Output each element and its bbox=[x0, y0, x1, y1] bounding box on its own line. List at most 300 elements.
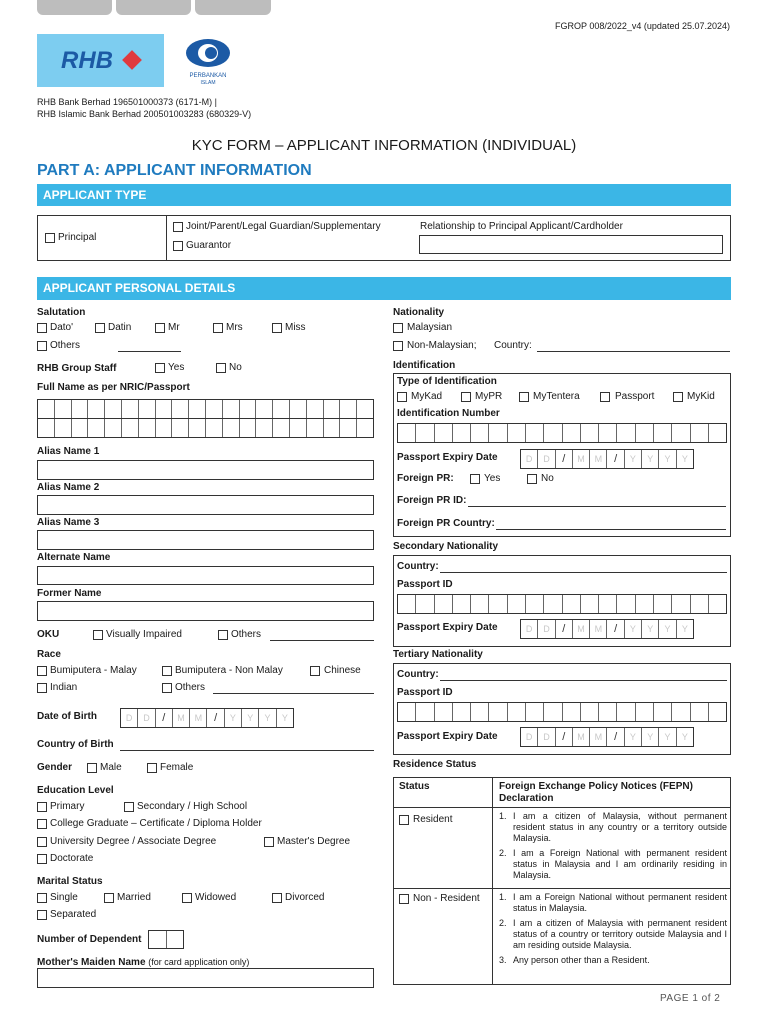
sal-dato-checkbox[interactable] bbox=[37, 323, 47, 333]
char-cell[interactable] bbox=[599, 595, 617, 613]
date-cell[interactable]: / bbox=[556, 728, 573, 746]
char-cell[interactable] bbox=[471, 595, 489, 613]
id-mykad-checkbox[interactable] bbox=[397, 392, 407, 402]
char-cell[interactable] bbox=[672, 595, 690, 613]
char-cell[interactable] bbox=[55, 419, 72, 437]
date-cell[interactable]: D bbox=[138, 709, 155, 727]
date-cell[interactable]: Y bbox=[681, 624, 688, 634]
edu-master-checkbox[interactable] bbox=[264, 837, 274, 847]
date-cell[interactable]: D bbox=[538, 728, 555, 746]
char-cell[interactable] bbox=[617, 424, 635, 442]
edu-doctorate-checkbox[interactable] bbox=[37, 854, 47, 864]
race-bm-label: Bumiputera - Malay bbox=[50, 665, 137, 676]
char-cell[interactable] bbox=[709, 424, 726, 442]
char-cell[interactable] bbox=[691, 424, 709, 442]
identification-label: Identification bbox=[393, 360, 456, 371]
oku-others-input[interactable] bbox=[270, 640, 374, 641]
res-row-divider-1 bbox=[393, 807, 731, 808]
edu-secondary-label: Secondary / High School bbox=[137, 801, 248, 812]
top-tab-3[interactable] bbox=[195, 0, 271, 15]
char-cell[interactable] bbox=[544, 703, 562, 721]
gender-male-label: Male bbox=[100, 762, 122, 773]
char-cell[interactable] bbox=[691, 595, 709, 613]
char-cell[interactable] bbox=[240, 400, 257, 418]
former-label: Former Name bbox=[37, 588, 102, 599]
malaysian-label: Malaysian bbox=[407, 322, 453, 333]
char-cell[interactable] bbox=[172, 400, 189, 418]
id-passport-checkbox[interactable] bbox=[600, 392, 610, 402]
date-cell[interactable]: D bbox=[521, 620, 538, 638]
char-cell[interactable] bbox=[453, 703, 471, 721]
country-birth-label: Country of Birth bbox=[37, 739, 114, 750]
sal-mrs-label: Mrs bbox=[226, 322, 243, 333]
foreign-pr-country-input[interactable] bbox=[496, 529, 726, 530]
dob-label: Date of Birth bbox=[37, 711, 97, 722]
race-bm-checkbox[interactable] bbox=[37, 666, 47, 676]
char-cell[interactable] bbox=[435, 595, 453, 613]
foreign-pr-no-checkbox[interactable] bbox=[527, 474, 537, 484]
date-cell[interactable]: Y bbox=[625, 728, 642, 746]
oku-others-label: Others bbox=[231, 629, 262, 640]
char-cell[interactable] bbox=[489, 703, 507, 721]
marital-single-label: Single bbox=[50, 892, 78, 903]
resident-checkbox[interactable] bbox=[399, 815, 409, 825]
sal-mr-label: Mr bbox=[168, 322, 180, 333]
edu-secondary-checkbox[interactable] bbox=[124, 802, 134, 812]
rhb-logo: RHB bbox=[37, 34, 164, 87]
char-cell[interactable] bbox=[88, 419, 105, 437]
res-row-divider-2 bbox=[393, 888, 731, 889]
sal-others-label: Others bbox=[50, 340, 81, 351]
char-cell[interactable] bbox=[654, 424, 672, 442]
divider bbox=[166, 215, 167, 261]
top-tab-1[interactable] bbox=[37, 0, 112, 15]
marital-married-checkbox[interactable] bbox=[104, 893, 114, 903]
date-cell[interactable]: Y bbox=[642, 728, 659, 746]
non-resident-label: Non - Resident bbox=[413, 893, 480, 904]
date-cell[interactable]: / bbox=[607, 620, 624, 638]
date-cell[interactable]: Y bbox=[642, 620, 659, 638]
foreign-pr-country-label: Foreign PR Country: bbox=[397, 518, 495, 529]
date-cell[interactable]: Y bbox=[225, 709, 242, 727]
alternate-input[interactable] bbox=[37, 566, 374, 585]
alternate-label: Alternate Name bbox=[37, 552, 111, 563]
char-cell[interactable] bbox=[654, 703, 672, 721]
foreign-pr-id-input[interactable] bbox=[468, 506, 726, 507]
oku-visual-label: Visually Impaired bbox=[106, 629, 182, 640]
marital-divorced-label: Divorced bbox=[285, 892, 325, 903]
char-cell[interactable] bbox=[508, 595, 526, 613]
char-cell[interactable] bbox=[563, 424, 581, 442]
date-cell[interactable]: / bbox=[607, 450, 624, 468]
char-cell[interactable] bbox=[617, 595, 635, 613]
char-cell[interactable] bbox=[691, 703, 709, 721]
res-item-2: 2. I am a Foreign National with permanent resident status in Malaysia and I am ordinarily residing in Malaysia. bbox=[499, 848, 727, 880]
char-cell[interactable] bbox=[398, 424, 416, 442]
char-cell[interactable] bbox=[324, 419, 341, 437]
edu-uni-checkbox[interactable] bbox=[37, 837, 47, 847]
foreign-pr-id-label: Foreign PR ID: bbox=[397, 495, 467, 506]
id-mytentera-label: MyTentera bbox=[533, 391, 580, 402]
sal-mrs-checkbox[interactable] bbox=[213, 323, 223, 333]
res-status-header: Status bbox=[399, 781, 430, 792]
char-cell[interactable] bbox=[55, 400, 72, 418]
date-cell[interactable]: / bbox=[556, 450, 573, 468]
id-passport-label: Passport bbox=[615, 391, 655, 402]
char-cell[interactable] bbox=[416, 703, 434, 721]
date-cell[interactable]: M bbox=[573, 728, 590, 746]
nationality-label: Nationality bbox=[393, 307, 445, 318]
char-cell[interactable] bbox=[581, 424, 599, 442]
char-cell[interactable] bbox=[636, 703, 654, 721]
passport-expiry-label: Passport Expiry Date bbox=[397, 452, 498, 463]
ter-country-input[interactable] bbox=[440, 680, 727, 681]
date-cell[interactable]: Y bbox=[259, 709, 276, 727]
nonres-item-1: 1. I am a Foreign National without permanent resident status in Malaysia. bbox=[499, 892, 727, 913]
nat-country-input[interactable] bbox=[537, 351, 730, 352]
res-fepn-header: Foreign Exchange Policy Notices (FEPN) Declaration bbox=[499, 781, 693, 804]
staff-no-label: No bbox=[229, 362, 242, 373]
sal-mr-checkbox[interactable] bbox=[155, 323, 165, 333]
maiden-input[interactable] bbox=[37, 968, 374, 988]
char-cell[interactable] bbox=[307, 400, 324, 418]
char-cell[interactable] bbox=[489, 424, 507, 442]
char-cell[interactable] bbox=[139, 400, 156, 418]
residence-label: Residence Status bbox=[393, 759, 477, 770]
char-cell[interactable] bbox=[471, 424, 489, 442]
nat-country-label: Country: bbox=[494, 340, 532, 351]
sal-miss-label: Miss bbox=[285, 322, 306, 333]
marital-married-label: Married bbox=[117, 892, 151, 903]
gender-female-checkbox[interactable] bbox=[147, 763, 157, 773]
foreign-pr-no-label: No bbox=[541, 473, 554, 484]
char-cell[interactable] bbox=[256, 400, 273, 418]
char-cell[interactable] bbox=[206, 419, 223, 437]
principal-label: Principal bbox=[58, 232, 97, 243]
staff-yes-checkbox[interactable] bbox=[155, 363, 165, 373]
ter-passport-id-input[interactable] bbox=[397, 702, 727, 722]
sec-country-label: Country: bbox=[397, 561, 439, 572]
char-cell[interactable] bbox=[122, 400, 139, 418]
marital-divorced-checkbox[interactable] bbox=[272, 893, 282, 903]
char-cell[interactable] bbox=[88, 400, 105, 418]
date-cell[interactable]: D bbox=[538, 450, 555, 468]
char-cell[interactable] bbox=[489, 595, 507, 613]
ter-passport-expiry-input[interactable] bbox=[520, 727, 694, 747]
passport-expiry-input[interactable] bbox=[520, 449, 694, 469]
char-cell[interactable] bbox=[38, 400, 55, 418]
personal-details-header: APPLICANT PERSONAL DETAILS bbox=[37, 277, 731, 300]
applicant-type-header: APPLICANT TYPE bbox=[37, 184, 731, 206]
salutation-label: Salutation bbox=[37, 307, 86, 318]
former-input[interactable] bbox=[37, 601, 374, 621]
dependent-input[interactable] bbox=[148, 930, 184, 949]
char-cell[interactable] bbox=[617, 703, 635, 721]
date-cell[interactable]: M bbox=[590, 450, 607, 468]
char-cell[interactable] bbox=[290, 400, 307, 418]
foreign-pr-label: Foreign PR: bbox=[397, 473, 454, 484]
principal-checkbox[interactable] bbox=[45, 233, 55, 243]
char-cell[interactable] bbox=[581, 595, 599, 613]
nonres-item-3: 3. Any person other than a Resident. bbox=[499, 955, 650, 965]
date-cell[interactable]: M bbox=[590, 620, 607, 638]
char-cell[interactable] bbox=[636, 595, 654, 613]
char-cell[interactable] bbox=[581, 703, 599, 721]
char-cell[interactable] bbox=[256, 419, 273, 437]
bank-line-1: RHB Bank Berhad 196501000373 (6171-M) | bbox=[37, 97, 217, 107]
char-cell[interactable] bbox=[672, 703, 690, 721]
sal-dato-label: Dato' bbox=[50, 322, 74, 333]
char-cell[interactable] bbox=[206, 400, 223, 418]
id-mykid-checkbox[interactable] bbox=[673, 392, 683, 402]
resident-label: Resident bbox=[413, 814, 453, 825]
ter-country-label: Country: bbox=[397, 669, 439, 680]
guarantor-label: Guarantor bbox=[186, 240, 232, 251]
char-cell[interactable] bbox=[599, 424, 617, 442]
char-cell[interactable] bbox=[105, 400, 122, 418]
page-number: PAGE 1 of 2 bbox=[660, 993, 721, 1004]
id-mypr-checkbox[interactable] bbox=[461, 392, 471, 402]
sal-others-checkbox[interactable] bbox=[37, 341, 47, 351]
char-cell[interactable] bbox=[398, 595, 416, 613]
race-others-input[interactable] bbox=[213, 693, 374, 694]
non-malaysian-label: Non-Malaysian; bbox=[407, 340, 477, 351]
relationship-label: Relationship to Principal Applicant/Cardholder bbox=[420, 221, 623, 232]
joint-checkbox[interactable] bbox=[173, 222, 183, 232]
oku-visual-checkbox[interactable] bbox=[93, 630, 103, 640]
edu-doctorate-label: Doctorate bbox=[50, 853, 94, 864]
date-cell[interactable]: Y bbox=[642, 450, 659, 468]
alias2-input[interactable] bbox=[37, 495, 374, 515]
alias2-label: Alias Name 2 bbox=[37, 482, 100, 493]
full-name-row-2[interactable] bbox=[37, 419, 374, 438]
char-cell[interactable] bbox=[471, 703, 489, 721]
staff-yes-label: Yes bbox=[168, 362, 185, 373]
char-cell[interactable] bbox=[508, 703, 526, 721]
sec-country-input[interactable] bbox=[440, 572, 727, 573]
edu-primary-label: Primary bbox=[50, 801, 85, 812]
date-cell[interactable]: Y bbox=[659, 450, 676, 468]
char-cell[interactable] bbox=[636, 424, 654, 442]
date-cell[interactable]: Y bbox=[625, 620, 642, 638]
char-cell[interactable] bbox=[72, 419, 89, 437]
sec-passport-id-input[interactable] bbox=[397, 594, 727, 614]
char-cell[interactable] bbox=[453, 595, 471, 613]
full-name-label: Full Name as per NRIC/Passport bbox=[37, 382, 190, 393]
char-cell[interactable] bbox=[526, 703, 544, 721]
race-others-label: Others bbox=[175, 682, 206, 693]
char-cell[interactable] bbox=[526, 595, 544, 613]
date-cell[interactable]: M bbox=[590, 728, 607, 746]
joint-label: Joint/Parent/Legal Guardian/Supplementary bbox=[186, 221, 381, 232]
char-cell[interactable] bbox=[416, 424, 434, 442]
char-cell[interactable] bbox=[709, 595, 726, 613]
rhb-diamond-icon bbox=[122, 50, 142, 70]
sal-others-input[interactable] bbox=[118, 351, 181, 352]
date-cell[interactable]: Y bbox=[242, 709, 259, 727]
marital-widowed-label: Widowed bbox=[195, 892, 237, 903]
date-cell[interactable]: / bbox=[156, 709, 173, 727]
date-cell[interactable]: Y bbox=[625, 450, 642, 468]
race-indian-checkbox[interactable] bbox=[37, 683, 47, 693]
date-cell[interactable]: M bbox=[573, 620, 590, 638]
date-cell[interactable]: D bbox=[521, 728, 538, 746]
char-cell[interactable] bbox=[508, 424, 526, 442]
char-cell[interactable] bbox=[357, 400, 373, 418]
sal-datin-checkbox[interactable] bbox=[95, 323, 105, 333]
edu-college-checkbox[interactable] bbox=[37, 819, 47, 829]
char-cell[interactable] bbox=[340, 400, 357, 418]
char-cell[interactable] bbox=[273, 419, 290, 437]
marital-widowed-checkbox[interactable] bbox=[182, 893, 192, 903]
dob-input[interactable] bbox=[120, 708, 294, 728]
date-cell[interactable]: Y bbox=[681, 732, 688, 742]
char-cell[interactable] bbox=[435, 424, 453, 442]
char-cell[interactable] bbox=[172, 419, 189, 437]
race-chinese-checkbox[interactable] bbox=[310, 666, 320, 676]
res-item-1: 1. I am a citizen of Malaysia, without permanent resident status in any country or a territory outside Malaysia. bbox=[499, 811, 727, 843]
id-mypr-label: MyPR bbox=[475, 391, 503, 402]
race-others-checkbox[interactable] bbox=[162, 683, 172, 693]
gender-female-label: Female bbox=[160, 762, 194, 773]
char-cell[interactable] bbox=[526, 424, 544, 442]
marital-separated-checkbox[interactable] bbox=[37, 910, 47, 920]
secondary-nationality-label: Secondary Nationality bbox=[393, 541, 499, 552]
char-cell[interactable] bbox=[544, 424, 562, 442]
char-cell[interactable] bbox=[167, 931, 184, 948]
date-cell[interactable]: M bbox=[573, 450, 590, 468]
foreign-pr-yes-checkbox[interactable] bbox=[470, 474, 480, 484]
sec-passport-expiry-input[interactable] bbox=[520, 619, 694, 639]
alias3-input[interactable] bbox=[37, 530, 374, 550]
guarantor-checkbox[interactable] bbox=[173, 241, 183, 251]
race-chinese-label: Chinese bbox=[324, 665, 361, 676]
id-number-label: Identification Number bbox=[397, 408, 500, 419]
bank-line-2: RHB Islamic Bank Berhad 200501003283 (680329-V) bbox=[37, 109, 252, 119]
char-cell[interactable] bbox=[38, 419, 55, 437]
char-cell[interactable] bbox=[357, 419, 373, 437]
tertiary-nationality-label: Tertiary Nationality bbox=[393, 649, 483, 660]
date-cell[interactable]: Y bbox=[681, 454, 688, 464]
oku-others-checkbox[interactable] bbox=[218, 630, 228, 640]
edu-master-label: Master's Degree bbox=[277, 836, 351, 847]
marital-separated-label: Separated bbox=[50, 909, 97, 920]
relationship-input[interactable] bbox=[419, 235, 723, 254]
char-cell[interactable] bbox=[189, 419, 206, 437]
date-cell[interactable]: M bbox=[190, 709, 207, 727]
char-cell[interactable] bbox=[290, 419, 307, 437]
char-cell[interactable] bbox=[563, 595, 581, 613]
race-bnm-checkbox[interactable] bbox=[162, 666, 172, 676]
char-cell[interactable] bbox=[563, 703, 581, 721]
date-cell[interactable]: M bbox=[173, 709, 190, 727]
date-cell[interactable]: D bbox=[538, 620, 555, 638]
char-cell[interactable] bbox=[307, 419, 324, 437]
char-cell[interactable] bbox=[599, 703, 617, 721]
char-cell[interactable] bbox=[672, 424, 690, 442]
nonres-item-2: 2. I am a citizen of Malaysia with permanent resident status of a country or territory outside Malaysia and I am residing outside Malaysia. bbox=[499, 918, 727, 950]
edu-college-label: College Graduate – Certificate / Diploma Holder bbox=[50, 818, 262, 829]
non-resident-checkbox[interactable] bbox=[399, 894, 409, 904]
char-cell[interactable] bbox=[156, 400, 173, 418]
alias1-label: Alias Name 1 bbox=[37, 446, 100, 457]
char-cell[interactable] bbox=[105, 419, 122, 437]
char-cell[interactable] bbox=[709, 703, 726, 721]
perbankan-emblem-icon bbox=[182, 36, 234, 68]
char-cell[interactable] bbox=[139, 419, 156, 437]
full-name-row-1[interactable] bbox=[37, 399, 374, 419]
gender-male-checkbox[interactable] bbox=[87, 763, 97, 773]
sal-miss-checkbox[interactable] bbox=[272, 323, 282, 333]
char-cell[interactable] bbox=[435, 703, 453, 721]
date-cell[interactable]: / bbox=[556, 620, 573, 638]
id-mykad-label: MyKad bbox=[411, 391, 443, 402]
oku-label: OKU bbox=[37, 629, 60, 640]
page-title: KYC FORM – APPLICANT INFORMATION (INDIVIDUAL) bbox=[191, 137, 577, 154]
perbankan-islam-logo: PERBANKAN ISLAM bbox=[182, 36, 234, 86]
char-cell[interactable] bbox=[324, 400, 341, 418]
id-mykid-label: MyKid bbox=[687, 391, 715, 402]
date-cell[interactable]: Y bbox=[281, 713, 288, 723]
date-cell[interactable]: Y bbox=[659, 620, 676, 638]
char-cell[interactable] bbox=[223, 400, 240, 418]
char-cell[interactable] bbox=[72, 400, 89, 418]
date-cell[interactable]: D bbox=[521, 450, 538, 468]
staff-no-checkbox[interactable] bbox=[216, 363, 226, 373]
char-cell[interactable] bbox=[149, 931, 167, 948]
char-cell[interactable] bbox=[122, 419, 139, 437]
char-cell[interactable] bbox=[340, 419, 357, 437]
res-col-divider bbox=[492, 777, 493, 985]
malaysian-checkbox[interactable] bbox=[393, 323, 403, 333]
top-tab-2[interactable] bbox=[116, 0, 191, 15]
date-cell[interactable]: / bbox=[207, 709, 224, 727]
foreign-pr-yes-label: Yes bbox=[484, 473, 501, 484]
char-cell[interactable] bbox=[273, 400, 290, 418]
char-cell[interactable] bbox=[240, 419, 257, 437]
date-cell[interactable]: / bbox=[607, 728, 624, 746]
ter-passport-expiry-label: Passport Expiry Date bbox=[397, 731, 498, 742]
edu-primary-checkbox[interactable] bbox=[37, 802, 47, 812]
id-number-input[interactable] bbox=[397, 423, 727, 443]
date-cell[interactable]: D bbox=[121, 709, 138, 727]
char-cell[interactable] bbox=[398, 703, 416, 721]
char-cell[interactable] bbox=[416, 595, 434, 613]
marital-label: Marital Status bbox=[37, 876, 103, 887]
alias1-input[interactable] bbox=[37, 460, 374, 480]
char-cell[interactable] bbox=[223, 419, 240, 437]
sal-datin-label: Datin bbox=[108, 322, 132, 333]
char-cell[interactable] bbox=[544, 595, 562, 613]
char-cell[interactable] bbox=[453, 424, 471, 442]
date-cell[interactable]: Y bbox=[659, 728, 676, 746]
form-code: FGROP 008/2022_v4 (updated 25.07.2024) bbox=[555, 21, 730, 31]
marital-single-checkbox[interactable] bbox=[37, 893, 47, 903]
part-a-heading: PART A: APPLICANT INFORMATION bbox=[37, 162, 312, 179]
sec-passport-id-label: Passport ID bbox=[397, 579, 453, 590]
char-cell[interactable] bbox=[654, 595, 672, 613]
id-mytentera-checkbox[interactable] bbox=[519, 392, 529, 402]
non-resident-declaration-list bbox=[499, 892, 727, 966]
char-cell[interactable] bbox=[189, 400, 206, 418]
dependent-label: Number of Dependent bbox=[37, 934, 142, 945]
country-birth-input[interactable] bbox=[120, 750, 374, 751]
resident-declaration-list bbox=[499, 811, 727, 881]
non-malaysian-checkbox[interactable] bbox=[393, 341, 403, 351]
char-cell[interactable] bbox=[156, 419, 173, 437]
race-indian-label: Indian bbox=[50, 682, 78, 693]
alias3-label: Alias Name 3 bbox=[37, 517, 100, 528]
